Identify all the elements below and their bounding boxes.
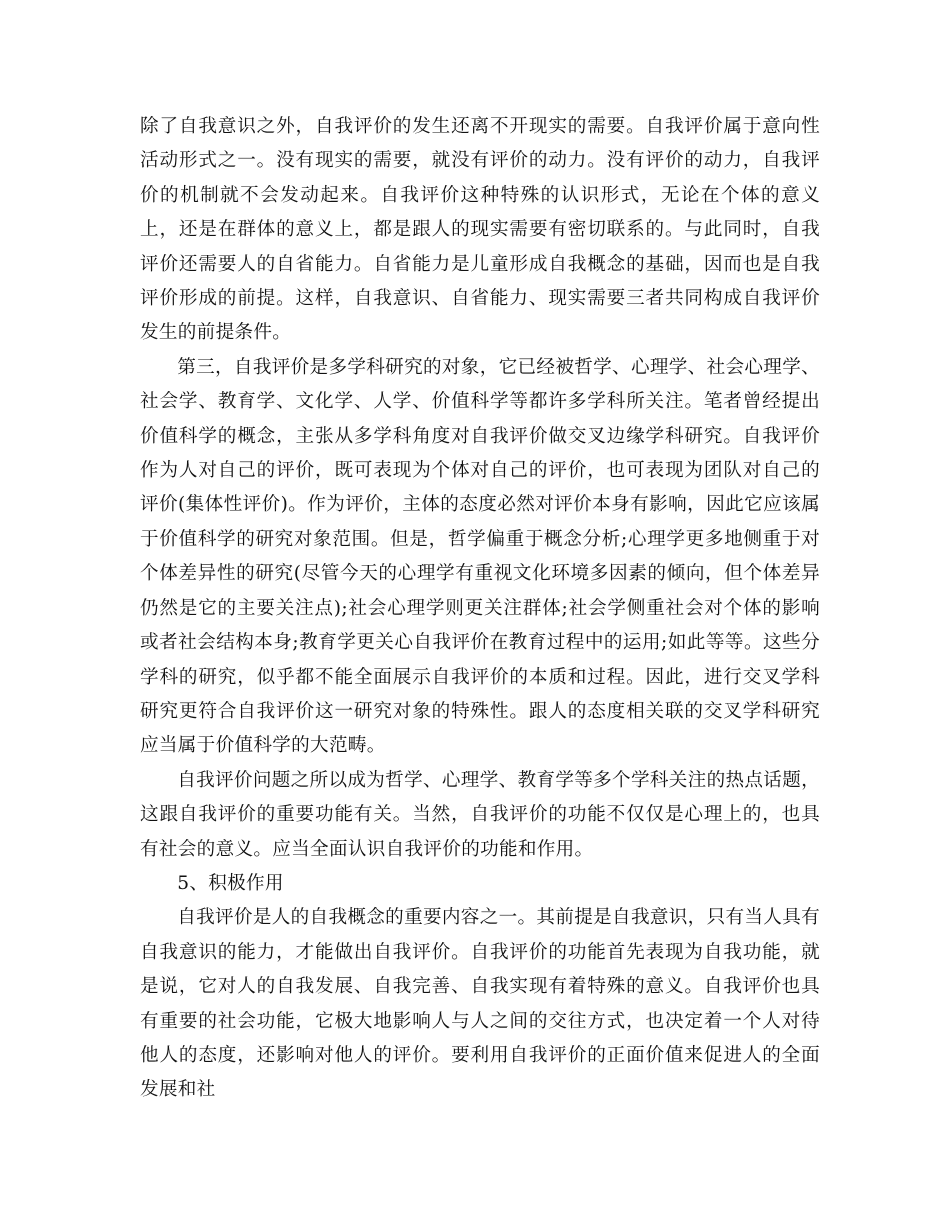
paragraph-third-point: 第三，自我评价是多学科研究的对象，它已经被哲学、心理学、社会心理学、社会学、教育学、文化学、人学、价值科学等都许多学科所关注。笔者曾经提出价值科学的概念，主张从多学科角度对自我评价做交叉边缘学科研究。自我评价作为人对自己的评价，既可表现为个体对自己的评价，也可表现为团队对自己的评价(集体性评价)。作为评价，主体的态度必然对评价本身有影响，因此它应该属于价值科学的研究对象范围。但是，哲学偏重于概念分析;心理学更多地侧重于对个体差异性的研究(尽管今天的心理学有重视文化环境多因素的倾向，但个体差异仍然是它的主要关注点);社会心理学则更关注群体;社会学侧重社会对个体的影响或者社会结构本身;教育学更关心自我评价在教育过程中的运用;如此等等。这些分学科的研究，似乎都不能全面展示自我评价的本质和过程。因此，进行交叉学科研究更符合自我评价这一研究对象的特殊性。跟人的态度相关联的交叉学科研究应当属于价值科学的大范畴。: [140, 356, 820, 757]
paragraph-self-concept: 自我评价是人的自我概念的重要内容之一。其前提是自我意识，只有当人具有自我意识的能力，才能做出自我评价。自我评价的功能首先表现为自我功能，就是说，它对人的自我发展、自我完善、自我实现有着特殊的意义。自我评价也具有重要的社会功能，它极大地影响人与人之间的交往方式，也决定着一个人对待他人的态度，还影响对他人的评价。要利用自我评价的正面价值来促进人的全面发展和社: [140, 907, 820, 1101]
paragraph-prerequisites: 除了自我意识之外，自我评价的发生还离不开现实的需要。自我评价属于意向性活动形式之一。没有现实的需要，就没有评价的动力。没有评价的动力，自我评价的机制就不会发动起来。自我评价这种特殊的认识形式，无论在个体的意义上，还是在群体的意义上，都是跟人的现实需要有密切联系的。与此同时，自我评价还需要人的自省能力。自省能力是儿童形成自我概念的基础，因而也是自我评价形成的前提。这样，自我意识、自省能力、现实需要三者共同构成自我评价发生的前提条件。: [140, 116, 820, 344]
document-body: [140, 110, 820, 1108]
paragraph-hot-topic: 自我评价问题之所以成为哲学、心理学、教育学等多个学科关注的热点话题，这跟自我评价的重要功能有关。当然，自我评价的功能不仅仅是心理上的，也具有社会的意义。应当全面认识自我评价的功能和作用。: [140, 769, 820, 860]
section-heading-positive-role: 5、积极作用: [177, 872, 284, 894]
